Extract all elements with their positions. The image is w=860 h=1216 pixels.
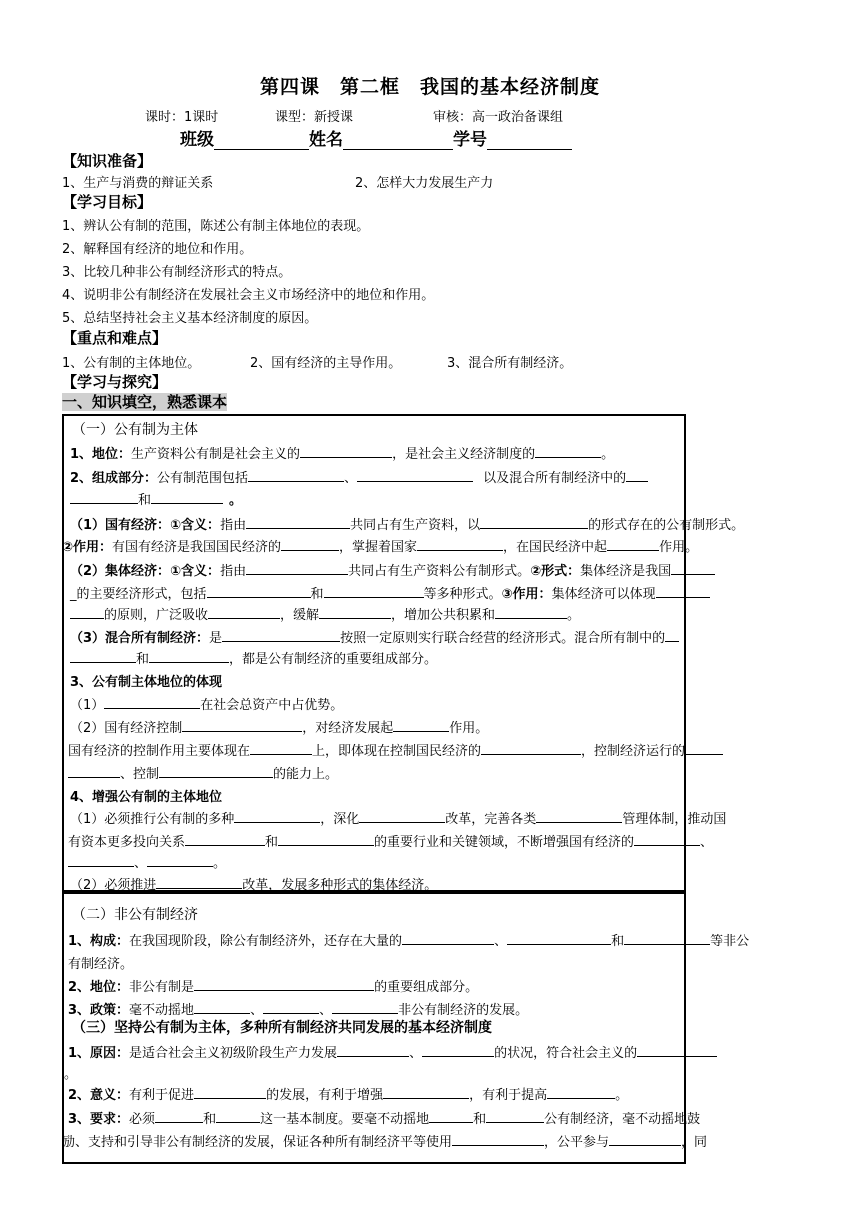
blank[interactable] [246,515,350,529]
part1-line [70,694,343,713]
blank[interactable] [248,468,344,482]
text: 国有经济的控制作用主要体现在 [68,744,251,759]
part3-line [68,1084,628,1103]
text: 生产资料公有制是社会主义的 [131,447,301,462]
text: 的形式存在的公有制形式。 [588,518,745,533]
item-label: 3、要求： [68,1112,130,1127]
part2-line [68,930,749,949]
text: 和 [136,652,150,667]
blank[interactable] [159,764,273,778]
text: （2）国有经济控制 [70,721,183,736]
part1-heading: （一）公有制为主体 [72,422,198,438]
text: 的能力上。 [273,767,339,782]
part1-line [68,831,713,850]
text: 和 [611,934,625,949]
text: 作用。 [659,540,699,555]
blank[interactable] [609,1132,681,1146]
text: 的发展，有利于增强 [266,1088,384,1103]
item-label: （3）混合所有制经济： [70,631,210,646]
blank[interactable] [70,649,136,663]
blank[interactable] [263,1000,319,1014]
class-label: 班级 [180,130,214,150]
part3-line [68,1042,717,1061]
text: 的重要组成部分。 [374,980,479,995]
blank[interactable] [155,1109,203,1123]
text: 在社会总资产中占优势。 [200,698,344,713]
part1-subheading: 3、公有制主体地位的体现 [70,675,223,690]
text: 改革，完善各类 [445,812,537,827]
item-label: ③作用： [501,587,552,602]
text: 有国有经济是我国国民经济的 [112,540,282,555]
blank[interactable] [337,1043,409,1057]
part1-line [70,560,715,579]
item-label: 1、构成： [68,934,130,949]
blank[interactable] [222,628,340,642]
part3-heading: （三）坚持公有制为主体，多种所有制经济共同发展的基本经济制度 [72,1020,492,1036]
part3-line [68,1108,700,1127]
text: 、 [134,856,148,871]
text: 作用。 [449,721,489,736]
goal-item: 5、总结坚持社会主义基本经济制度的原因。 [62,311,318,326]
text: 公有制经济，毫不动摇地鼓 [544,1112,701,1127]
prep-heading: 【知识准备】 [62,152,153,170]
text: 这一基本制度。要毫不动摇地 [260,1112,430,1127]
key-item-2: 2、国有经济的主导作用。 [250,356,402,371]
blank[interactable] [208,605,280,619]
text: （2）必须推进 [70,878,157,893]
id-blank[interactable] [487,133,572,150]
part1-line [70,874,437,893]
prep-item-1: 1、生产与消费的辩证关系 [62,176,214,191]
text: 管理体制，推动国 [622,812,727,827]
blank[interactable] [319,605,391,619]
blank[interactable] [452,1132,544,1146]
part1-line [70,717,488,736]
blank[interactable] [278,832,374,846]
student-info-row [180,125,572,150]
blank[interactable] [332,1000,398,1014]
text: 和 [265,835,279,850]
goal-item: 1、辨认公有制的范围，陈述公有制主体地位的表现。 [62,219,370,234]
blank[interactable] [207,584,311,598]
part1-line [68,740,723,759]
blank[interactable] [626,468,648,482]
text: ，在国民经济中起 [503,540,608,555]
text: 。 [567,608,581,623]
item-label: ②作用： [62,540,113,555]
text: 的重要行业和关键领域，不断增强国有经济的 [374,835,635,850]
text: ，对经济发展起 [302,721,394,736]
text: 、 [250,1003,264,1018]
part2-line [68,999,528,1018]
part1-line [70,808,726,827]
text: 非公有制经济的发展。 [398,1003,529,1018]
goal-item: 3、比较几种非公有制经济形式的特点。 [62,265,292,280]
part1-subheading: 4、增强公有制的主体地位 [70,790,223,805]
text: 、 [700,835,714,850]
text: ，有利于提高 [469,1088,548,1103]
text: 和 [310,587,324,602]
text: 共同占有生产资料，以 [350,518,481,533]
blank[interactable] [665,628,679,642]
blank[interactable] [70,490,138,504]
item-label: 1、地位： [70,447,132,462]
explore-subheading [62,391,227,412]
blank[interactable] [685,741,723,755]
blank[interactable] [300,444,392,458]
part2-line [68,976,478,995]
text: ，缓解 [280,608,320,623]
blank[interactable] [156,875,242,889]
blank[interactable] [495,605,567,619]
text: 毫不动摇地 [129,1003,195,1018]
class-blank[interactable] [214,133,309,150]
item-label: 1、原因： [68,1046,130,1061]
blank[interactable] [547,1085,615,1099]
blank[interactable] [486,1109,544,1123]
key-item-3: 3、混合所有制经济。 [447,356,573,371]
text: 、 [494,934,508,949]
text: ，深化 [320,812,360,827]
key-item-1: 1、公有制的主体地位。 [62,356,201,371]
text: （1） [70,698,105,713]
text: 在我国现阶段，除公有制经济外，还存在大量的 [129,934,403,949]
text: 以及混合所有制经济中的 [483,471,627,486]
text: ，同 [681,1135,708,1150]
text: 的状况，符合社会主义的 [494,1046,638,1061]
blank[interactable] [607,537,659,551]
part1-line [70,604,580,623]
item-label: 3、政策： [68,1003,130,1018]
blank[interactable] [357,468,473,482]
text: ，控制经济运行的 [581,744,686,759]
text: 按照一定原则实行联合经营的经济形式。混合所有制中的 [340,631,666,646]
item-label: 2、地位： [68,980,130,995]
name-blank[interactable] [343,133,453,150]
blank[interactable] [637,1043,717,1057]
blank[interactable] [417,537,503,551]
blank[interactable] [151,490,223,504]
blank[interactable] [481,741,581,755]
text: 等多种形式。 [423,587,502,602]
item-label: ①含义： [170,518,221,533]
part1-line [70,514,744,533]
part1-line [70,467,648,486]
item-label: ②形式： [530,564,581,579]
blank[interactable] [70,605,104,619]
item-label: 2、意义： [68,1088,130,1103]
part2-heading: （二）非公有制经济 [72,907,198,923]
blank[interactable] [182,718,302,732]
blank[interactable] [194,977,374,991]
explore-subheading-text: 一、知识填空，熟悉课本 [62,393,228,411]
part1-line [70,443,614,462]
text: ，增加公共积累和 [391,608,496,623]
blank[interactable] [536,809,622,823]
blank[interactable] [671,561,715,575]
blank[interactable] [104,695,200,709]
text: ，掌握着国家 [339,540,418,555]
text: 上，即体现在控制国民经济的 [312,744,482,759]
page-title: 第四课 第二框 我国的基本经济制度 [259,76,600,98]
text: 、 [319,1003,333,1018]
text: 。 [615,1088,629,1103]
text: ，是社会主义经济制度的 [392,447,536,462]
blank[interactable] [234,809,320,823]
blank[interactable] [281,537,339,551]
text: 必须 [129,1112,156,1127]
text: 有资本更多投向关系 [68,835,186,850]
text: 指由 [220,518,247,533]
text: 励、支持和引导非公有制经济的发展，保证各种所有制经济平等使用 [62,1135,453,1150]
item-label: （1）国有经济： [70,518,171,533]
name-label: 姓名 [309,130,343,150]
text: ，都是公有制经济的重要组成部分。 [229,652,438,667]
item-label: （2）集体经济： [70,564,171,579]
blank[interactable] [359,809,445,823]
blank[interactable] [393,718,449,732]
blank[interactable] [68,853,134,867]
blank[interactable] [422,1043,494,1057]
meta-review: 审核：高一政治备课组 [433,110,564,125]
text: 、 [344,471,358,486]
blank[interactable] [535,444,601,458]
id-label: 学号 [453,130,487,150]
blank[interactable] [147,853,213,867]
blank[interactable] [429,1109,473,1123]
text: 、 [409,1046,423,1061]
part3-line [62,1131,707,1150]
text: 和 [203,1112,217,1127]
meta-type: 课型：新授课 [275,110,354,125]
text: ，公平参与 [544,1135,610,1150]
blank[interactable] [324,584,424,598]
text: 、控制 [120,767,160,782]
part1-line [68,763,338,782]
text: 公有制范围包括 [157,471,249,486]
text: 和 [473,1112,487,1127]
text: 是适合社会主义初级阶段生产力发展 [129,1046,338,1061]
item-label: 2、组成部分： [70,471,158,486]
blank[interactable] [656,584,710,598]
part1-line [70,489,242,508]
blank[interactable] [185,832,265,846]
blank[interactable] [250,741,312,755]
part2-line: 有制经济。 [68,957,134,972]
blank[interactable] [194,1000,250,1014]
part1-line [70,648,437,667]
blank[interactable] [634,832,700,846]
text: 集体经济是我国 [580,564,672,579]
text: 和 [138,493,152,508]
text: 改革，发展多种形式的集体经济。 [242,878,438,893]
text: （1）必须推行公有制的多种 [70,812,235,827]
part1-line [70,583,710,602]
text: 。 [213,856,227,871]
part1-line [62,536,698,555]
text: 有利于促进 [129,1088,195,1103]
blank[interactable] [194,1085,266,1099]
text: _的主要经济形式，包括 [70,587,207,602]
goal-item: 2、解释国有经济的地位和作用。 [62,242,253,257]
blank[interactable] [402,931,494,945]
text: 非公有制是 [129,980,195,995]
blank[interactable] [624,931,710,945]
text: 。 [601,447,615,462]
text: 是 [209,631,223,646]
text: 的原则，广泛吸收 [104,608,209,623]
blank[interactable] [246,561,348,575]
key-heading: 【重点和难点】 [62,329,168,347]
goal-item: 4、说明非公有制经济在发展社会主义市场经济中的地位和作用。 [62,288,435,303]
blank[interactable] [216,1109,260,1123]
text: 。 [229,493,243,508]
goals-heading: 【学习目标】 [62,193,153,211]
blank[interactable] [383,1085,469,1099]
part1-line [70,627,679,646]
text: 集体经济可以体现 [551,587,656,602]
item-label: ①含义： [170,564,221,579]
meta-period: 课时：1课时 [145,110,219,125]
text: 等非公 [710,934,750,949]
blank[interactable] [480,515,588,529]
text: 共同占有生产资料公有制形式。 [348,564,531,579]
text: 指由 [220,564,247,579]
blank[interactable] [507,931,611,945]
blank[interactable] [68,764,120,778]
prep-item-2: 2、怎样大力发展生产力 [355,176,494,191]
part3-line: 。 [64,1067,78,1082]
blank[interactable] [149,649,229,663]
explore-heading: 【学习与探究】 [62,373,168,391]
part1-line [68,852,226,871]
